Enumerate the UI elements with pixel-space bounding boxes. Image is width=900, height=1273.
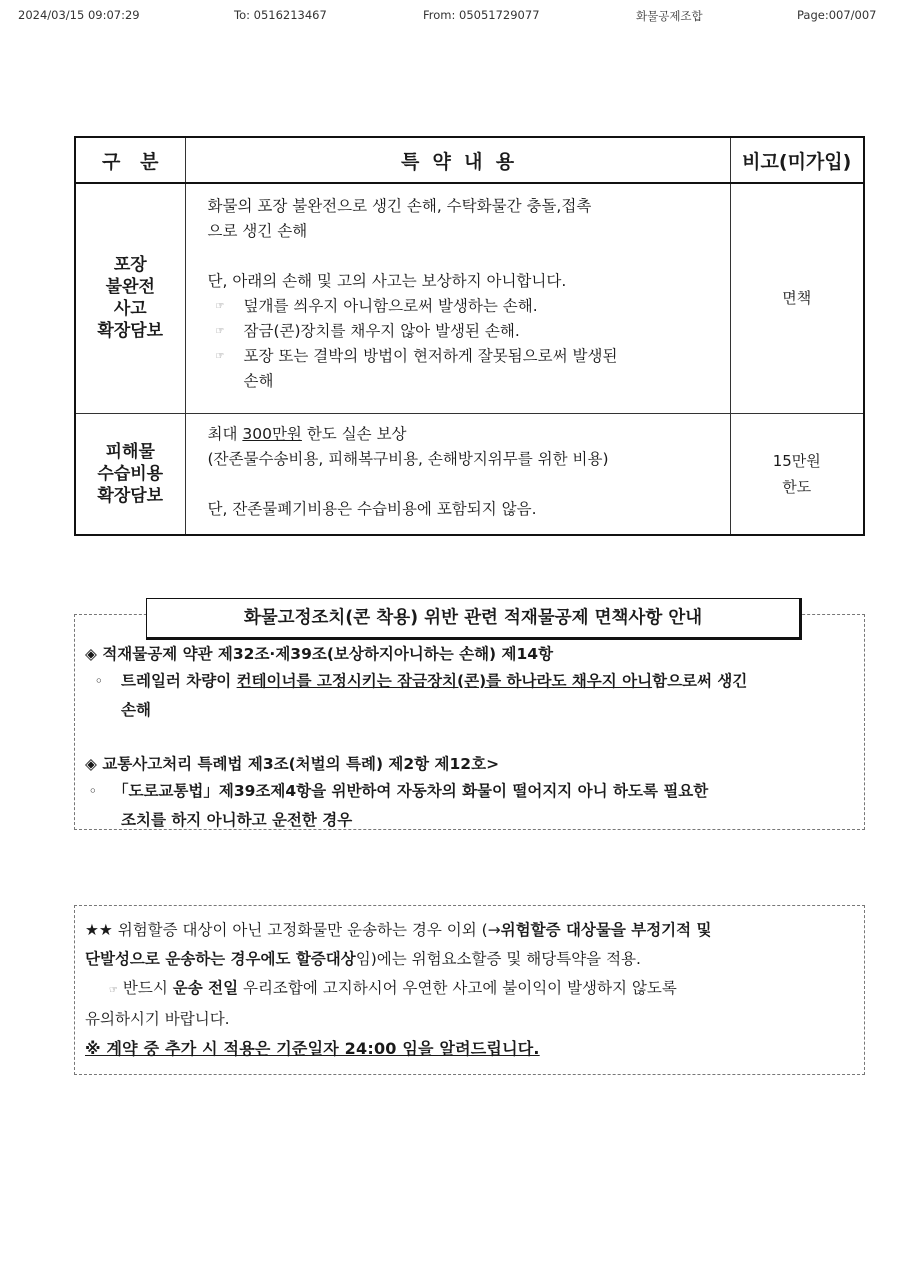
category-line: 사고: [113, 299, 147, 320]
header-note: 비고(미가입): [730, 137, 864, 183]
notice-section-item-cont: 조치를 하지 아니하고 운전한 경우: [121, 811, 353, 829]
warning-line: ★★ 위험할증 대상이 아닌 고정화물만 운송하는 경우 이외 (→위험할증 대상물을 부정기적 및: [85, 921, 712, 939]
fax-datetime: 2024/03/15 09:07:29: [18, 8, 140, 22]
content-recovery: [185, 413, 730, 535]
pointing-hand-icon: ☞: [215, 351, 225, 362]
bullet-dot-icon: ◦: [95, 674, 103, 688]
special-terms-table: [74, 136, 865, 536]
note-recovery: 15만원 한도: [730, 413, 864, 535]
category-packaging: [75, 183, 185, 413]
pointing-hand-icon: ☞: [215, 326, 225, 337]
warning-line: ☞ 반드시 운송 전일 우리조합에 고지하시어 우연한 사고에 불이익이 발생하지 않도록: [109, 979, 677, 997]
limit-amount: 300만원: [242, 424, 302, 443]
warning-line: 유의하시기 바랍니다.: [85, 1010, 230, 1028]
effective-time-notice: ※ 계약 중 추가 시 적용은 기준일자 24:00 임을 알려드립니다.: [85, 1039, 540, 1058]
exclusion-item: ☞ 잠금(콘)장치를 채우지 않아 발생된 손해.: [208, 319, 716, 344]
header-content: 특 약 내 용: [185, 137, 730, 183]
pointing-hand-icon: ☞: [109, 985, 118, 996]
exclusion-item: ☞ 덮개를 씌우지 아니함으로써 발생하는 손해.: [208, 294, 716, 319]
notice-section-heading: ◈ 적재물공제 약관 제32조·제39조(보상하지아니하는 손해) 제14항: [85, 645, 554, 663]
content-packaging: [185, 183, 730, 413]
table-row: [75, 413, 864, 535]
coverage-detail: (잔존물수송비용, 피해복구비용, 손해방지위무를 위한 비용): [207, 449, 609, 468]
surcharge-warning-box: [74, 905, 865, 1075]
notice-section-item: ◦ 트레일러 차량이 컨테이너를 고정시키는 잠금장치(콘)를 하나라도 채우지 아니함으로써 생긴: [85, 667, 852, 696]
bullet-dot-icon: ◦: [89, 784, 97, 798]
fax-recipient: To: 0516213467: [234, 8, 327, 22]
coverage-description-cont: 으로 생긴 손해: [207, 222, 308, 240]
fax-header: [0, 8, 900, 24]
note-packaging: 면책: [730, 183, 864, 413]
fax-sender: From: 05051729077: [423, 8, 540, 22]
category-recovery: [75, 413, 185, 535]
category-line: 확장담보: [97, 485, 164, 506]
notice-body: [85, 641, 852, 835]
notice-title: 화물고정조치(콘 착용) 위반 관련 적재물공제 면책사항 안내: [146, 598, 802, 640]
table-row: [75, 183, 864, 413]
notice-section-heading: ◈ 교통사고처리 특례법 제3조(처벌의 특례) 제2항 제12호>: [85, 755, 500, 773]
fax-page-number: Page:007/007: [797, 8, 877, 22]
pointing-hand-icon: ☞: [215, 301, 225, 312]
notice-section-item: ◦ 「도로교통법」제39조제4항을 위반하여 자동차의 화물이 떨어지지 아니 하도록 필요한: [85, 777, 852, 806]
exclusion-lead: 단, 아래의 손해 및 고의 사고는 보상하지 아니합니다.: [207, 272, 567, 290]
category-line: 불완전: [105, 277, 155, 298]
exclusion-item: ☞ 포장 또는 결박의 방법이 현저하게 잘못됨으로써 발생된: [208, 344, 716, 369]
fax-organization: 화물공제조합: [636, 9, 703, 23]
coverage-description: 화물의 포장 불완전으로 생긴 손해, 수탁화물간 충돌,접촉: [207, 197, 592, 215]
coverage-limit: 최대 300만원 한도 실손 보상: [207, 424, 407, 443]
exclusion-item-cont: 손해: [243, 372, 274, 390]
category-line: 피해물: [105, 441, 155, 462]
category-line: 확장담보: [97, 321, 164, 342]
category-line: 수습비용: [97, 463, 164, 484]
table-header-row: [75, 137, 864, 183]
warning-line: 단발성으로 운송하는 경우에도 할증대상임)에는 위험요소할증 및 해당특약을 적용.: [85, 950, 641, 968]
star-icon: ★★: [85, 921, 113, 939]
header-category: 구 분: [75, 137, 185, 183]
category-line: 포장: [113, 255, 147, 276]
exemption-notice-box: [74, 608, 865, 830]
notice-section-item-cont: 손해: [121, 701, 151, 719]
coverage-exclusion: 단, 잔존물폐기비용은 수습비용에 포함되지 않음.: [207, 499, 537, 518]
